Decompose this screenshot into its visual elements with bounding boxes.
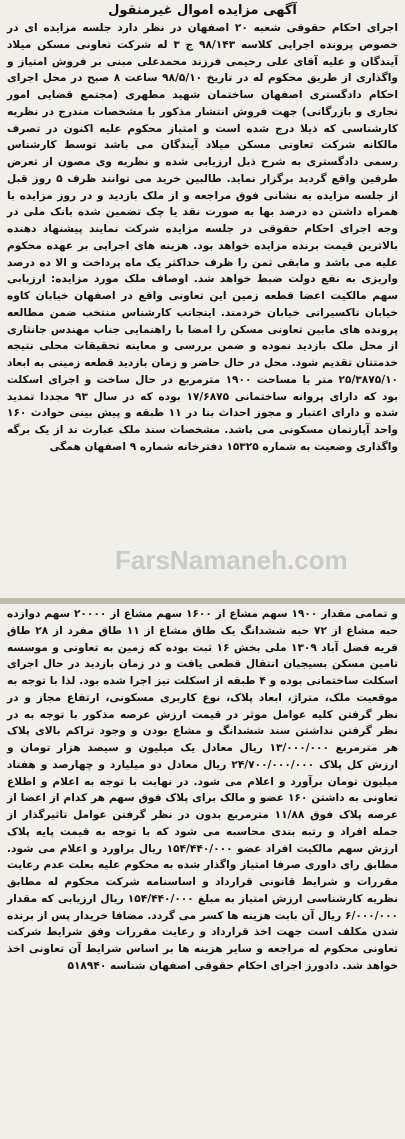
notice-title: آگهی مزایده اموال غیرمنقول (108, 3, 297, 18)
notice-body-part2: و تمامی مقدار ۱۹۰۰ سهم مشاع از ۱۶۰۰ سهم مشاع از ۲۰۰۰۰ سهم دوازده حبه مشاع از ۷۲ حبه ششدانگ یک طاق مشاع از ۱۱ طاق مفرد از ۲۸ طاق قریه فضل آباد ۱۳۰۹ ملی بخش ۱۶ ثبت بوده که زمین به تعاونی و موسسه تامین مسکن بسیجیان انتقال قطعی یافت و در زمان بازدید در حال اجرای اسکلت ساختمانی بوده و ۴ طبقه از اسکلت نیز اجرا شده بود. لذا با توجه به موقعیت ملک، متراژ، ابعاد پلاک، نوع کاربری مسکونی، ارتفاع مجاز و در نظر گرفتن کلیه عوامل موثر در قیمت ارزش عرصه مذکور با توجه به در نظر گرفتن نداشتن سند ششدانگ و مشاع بودن و وجود تراکم بالای پلاک هر مترمربع ۱۳/۰۰۰/۰۰۰ ریال معادل یک میلیون و سیصد هزار تومان و ارزش کل پلاک ۲۴/۷۰۰/۰۰۰/۰۰۰ ریال معادل دو میلیارد و چهارصد و هفتاد میلیون تومان برآورد و اعلام می شود. در نهایت با توجه به اعلام و اطلاع تعاونی به داشتن ۱۶۰ عضو و مالک برای پلاک فوق سهم هر کدام از اعضا از عرصه پلاک فوق ۱۱/۸۸ مترمربع بدون در نظر گرفتن عوامل تاثیرگذار از جمله افراد و رتبه بندی محاسبه می شود که با توجه به قیمت پایه پلاک ارزش سهم مالکیت افراد عضو ۱۵۴/۴۴۰/۰۰۰ ریال براورد و اعلام می شود. مطابق رای داوری صرفا امتیاز واگذار شده به محکوم علیه بعلت عدم رعایت مقررات و شرایط قانونی قرارداد و اساسنامه شرکت محکوم له مطابق نظریه کارشناسی ارزش امتیاز به مبلغ ۱۵۴/۴۴۰/۰۰۰ ریال ارزیابی که مقدار ۶/۰۰۰/۰۰۰ ریال آن بابت هزینه ها کسر می گردد. مضافا خریدار پس از برنده شدن مکلف است جهت اخذ قرارداد و رعایت مقررات وفق شرایط شرکت تعاونی محکوم له مراجعه و سایر هزینه ها بر اساس شرایط آن تعاونی اخذ خواهد شد. دادورز اجرای احکام حقوقی اصفهان شناسه ۵۱۸۹۴۰ (7, 608, 399, 972)
notice-body-part1: اجرای احکام حقوقی شعبه ۲۰ اصفهان در نظر دارد جلسه مزایده ای در خصوص پرونده اجرایی کلاسه ۹۸/۱۴۳ ج ۳ له شرکت تعاونی مسکن میلاد آیندگان و علیه آقای علی رحیمی فرزند محمدعلی مبنی بر فروش امتیاز و واگذاری از طریق محکوم له در تاریخ ۹۸/۵/۱۰ ساعت ۸ صبح در محل اجرای احکام دادگستری اصفهان ساختمان شهید مطهری (مجتمع قضایی امور تجاری و بازرگانی) جهت فروش انتشار مذکور با مشخصات مندرج در نظریه کارشناسی که ذیلا درج شده است و امتیاز محکوم علیه اکنون در تصرف مالکانه شرکت تعاونی مسکن میلاد آیندگان می باشد توسط کارشناس رسمی دادگستری به شرح ذیل ارزیابی شده و نظریه وی مصون از تعرض طرفین واقع گردید برگزار نماید. طالبین خرید می توانند ظرف ۵ روز قبل از جلسه مزایده به نشانی فوق مراجعه و از ملک بازدید و در روز مزایده با همراه داشتن ده درصد بها به صورت نقد یا چک تضمین شده بانک ملی در وجه اجرای احکام حقوقی در جلسه مزایده شرکت نمایند پیشنهاد دهنده بالاترین قیمت برنده مزایده خواهد بود. هزینه های اجرایی بر عهده محکوم علیه می باشد و مابقی ثمن را ظرف حداکثر یک ماه پرداخت و الا ده درصد واریزی به نفع دولت ضبط خواهد شد. اوصاف ملک مورد مزایده: ارزیابی سهم مالکیت اعضا قطعه زمین این تعاونی واقع در اصفهان خیابان کاوه خیابان تاکسیرانی خیابان خردمند. اینجانب کارشناس منتخب ضمن مطالعه پرونده های مابین تعاونی مسکن را امضا با راهنمایی جناب مهندس جانثاری از محل ملک بازدید نموده و ضمن بررسی و معاینه تحقیقات محلی نتیجه خدمتتان تقدیم شود. محل در حال حاضر و زمان بازدید قطعه زمینی به ابعاد ۲۵/۳۸۷۵/۱۰ متر با مساحت ۱۹۰۰ مترمربع در حال ساخت و اجرای اسکلت بود که دارای پروانه ساختمانی ۱۷/۶۸۷۵ بوده که در سال ۹۳ مجددا تمدید شده و دارای اعتبار و مجوز احداث بنا در ۱۱ طبقه و پیش بینی حوادث ۱۶۰ واحد آپارتمان مسکونی می باشد. مشخصات سند ملک عبارت ند از یک برگه واگذاری وضعیت به شماره ۱۵۳۲۵ دفترخانه شماره ۹ اصفهان همگی (7, 22, 399, 453)
notice-clipping-bottom (0, 604, 405, 1139)
watermark: FarsNamaneh.com (115, 545, 348, 575)
